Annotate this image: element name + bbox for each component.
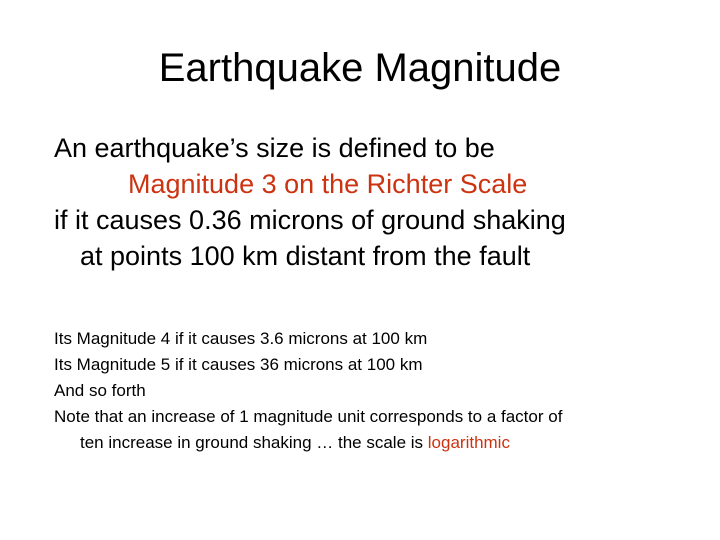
definition-line-1: An earthquake’s size is defined to be [54,133,495,163]
definition-block [54,130,694,274]
definition-line-4: at points 100 km distant from the fault [80,241,531,271]
note-line-3: And so forth [54,381,146,400]
logarithmic-highlight: logarithmic [427,433,510,452]
definition-line-3: if it causes 0.36 microns of ground shaking [54,205,566,235]
note-line-2: Its Magnitude 5 if it causes 36 microns at 100 km [54,355,423,374]
definition-highlight-line: Magnitude 3 on the Richter Scale [128,169,528,199]
note-line-5-text: ten increase in ground shaking … the scale is [80,433,428,452]
notes-block [54,326,694,456]
slide-title: Earthquake Magnitude [158,46,562,90]
note-line-1: Its Magnitude 4 if it causes 3.6 microns at 100 km [54,329,428,348]
note-line-5 [54,430,694,456]
note-line-4: Note that an increase of 1 magnitude unit corresponds to a factor of [54,407,563,426]
